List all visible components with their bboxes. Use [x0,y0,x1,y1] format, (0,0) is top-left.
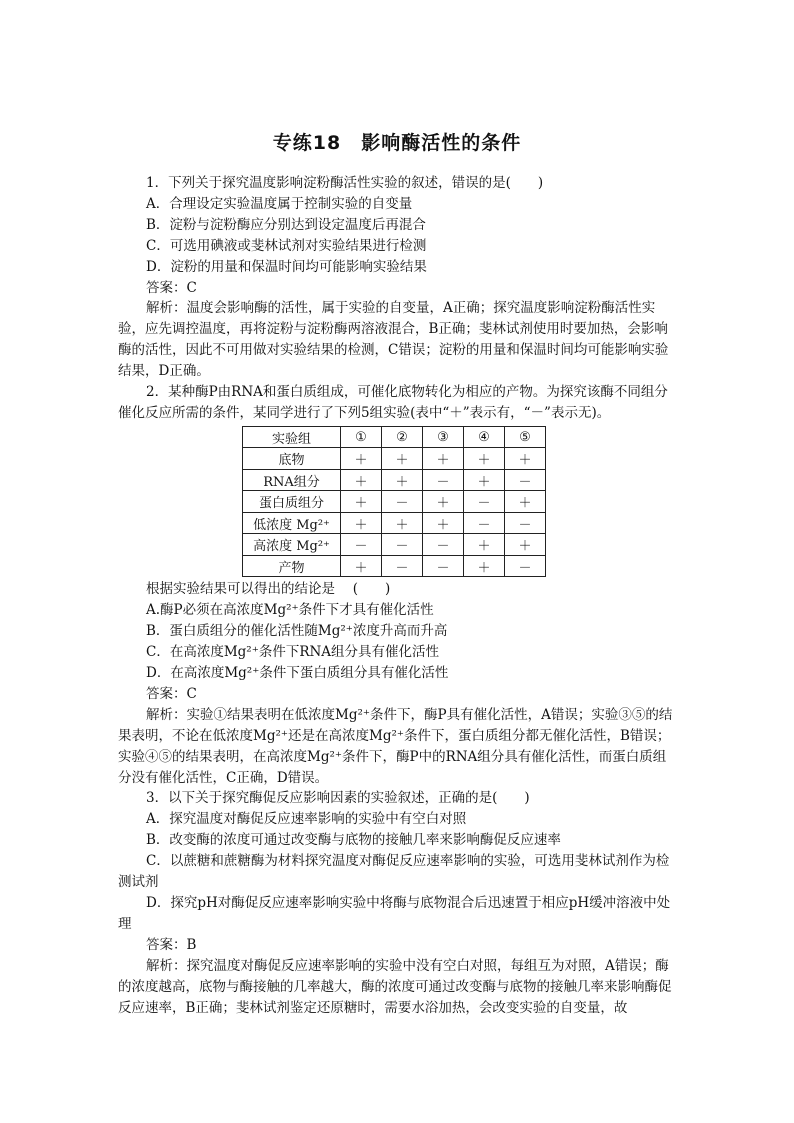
table-cell: － [464,491,505,513]
document-body [118,173,678,1018]
table-cell: － [423,534,464,556]
table-cell: ＋ [341,555,382,577]
table-cell: － [341,534,382,556]
q3-option-d: D．探究pH对酶促反应速率影响实验中将酶与底物混合后迅速置于相应pH缓冲溶液中处理 [118,894,671,932]
q1-option-c: C．可选用碘液或斐林试剂对实验结果进行检测 [146,237,427,254]
q2-option-c: C．在高浓度Mg²⁺条件下RNA组分具有催化活性 [146,644,440,661]
table-cell: ＋ [423,448,464,470]
table-cell: ＋ [382,448,423,470]
table-header-cell: ① [341,426,382,448]
table-header-cell: 实验组 [243,426,341,448]
table-cell: － [505,469,546,491]
q3-stem: 3．以下关于探究酶促反应影响因素的实验叙述，正确的是( ) [146,790,530,807]
experiment-table [242,426,546,578]
table-cell: ＋ [382,469,423,491]
table-cell: ＋ [464,555,505,577]
q1-analysis: 解析：温度会影响酶的活性，属于实验的自变量，A正确；探究温度影响淀粉酶活性实验，应先调控温度，再将淀粉与淀粉酶两溶液混合，B正确；斐林试剂使用时要加热，会影响酶的活性，因此不可用做对实验结果的检测，C错误；淀粉的用量和保温时间均可能影响实验结果，D正确。 [118,300,669,380]
q1-option-d: D．淀粉的用量和保温时间均可能影响实验结果 [146,258,427,275]
q1-answer: 答案：C [146,279,197,296]
table-cell: － [382,555,423,577]
table-cell: ＋ [464,448,505,470]
table-cell: ＋ [341,448,382,470]
table-cell: － [505,555,546,577]
table-cell: ＋ [464,534,505,556]
table-row [243,534,546,556]
table-cell: － [382,534,423,556]
q2-question: 根据实验结果可以得出的结论是 ( ) [146,581,391,598]
table-cell: 底物 [243,448,341,470]
q1-option-a: A．合理设定实验温度属于控制实验的自变量 [146,195,413,212]
table-cell: 高浓度 Mg²⁺ [243,534,341,556]
table-cell: － [423,555,464,577]
table-cell: ＋ [423,512,464,534]
q2-option-b: B．蛋白质组分的催化活性随Mg²⁺浓度升高而升高 [146,623,448,640]
q2-option-a: A.酶P必须在高浓度Mg²⁺条件下才具有催化活性 [146,602,434,619]
q3-option-a: A．探究温度对酶促反应速率影响的实验中有空白对照 [146,811,467,828]
table-cell: 低浓度 Mg²⁺ [243,512,341,534]
table-header-cell: ③ [423,426,464,448]
table-cell: ＋ [505,448,546,470]
table-cell: ＋ [423,491,464,513]
q2-stem: 2．某种酶P由RNA和蛋白质组成，可催化底物转化为相应的产物。为探究该酶不同组分催化反应所需的条件，某同学进行了下列5组实验(表中“＋”表示有，“－”表示无)。 [118,384,668,421]
q3-analysis: 解析：探究温度对酶促反应速率影响的实验中没有空白对照，每组互为对照，A错误；酶的浓度越高，底物与酶接触的几率越大，酶的浓度可通过改变酶与底物的接触几率来影响酶促反应速率，B正确；斐林试剂鉴定还原糖时，需要水浴加热，会改变实验的自变量，故 [118,957,672,1016]
table-header-cell: ② [382,426,423,448]
table-cell: 蛋白质组分 [243,491,341,513]
table-cell: ＋ [341,491,382,513]
table-header-row [243,426,546,448]
table-header-cell: ⑤ [505,426,546,448]
table-cell: ＋ [341,469,382,491]
table-cell: ＋ [341,512,382,534]
table-row [243,469,546,491]
q1-stem: 1．下列关于探究温度影响淀粉酶活性实验的叙述，错误的是( ) [146,175,544,191]
q2-analysis: 解析：实验①结果表明在低浓度Mg²⁺条件下，酶P具有催化活性，A错误；实验③⑤的结果表明，不论在低浓度Mg²⁺还是在高浓度Mg²⁺条件下，蛋白质组分都无催化活性，B错误；实验④⑤的结果表明，在高浓度Mg²⁺条件下，酶P中的RNA组分具有催化活性，而蛋白质组分没有催化活性，C正确，D错误。 [118,706,673,786]
table-cell: ＋ [505,534,546,556]
q3-option-b: B．改变酶的浓度可通过改变酶与底物的接触几率来影响酶促反应速率 [146,832,561,849]
table-cell: － [423,469,464,491]
table-row [243,512,546,534]
table-cell: ＋ [505,491,546,513]
page-title: 专练18 影响酶活性的条件 [272,132,522,154]
q2-answer: 答案：C [146,685,197,702]
table-row [243,448,546,470]
table-cell: ＋ [464,469,505,491]
table-row [243,491,546,513]
table-header-cell: ④ [464,426,505,448]
table-cell: ＋ [382,512,423,534]
q1-option-b: B．淀粉与淀粉酶应分别达到设定温度后再混合 [146,216,426,233]
q3-answer: 答案：B [146,936,197,953]
q2-option-d: D．在高浓度Mg²⁺条件下蛋白质组分具有催化活性 [146,665,449,681]
q3-option-c: C．以蔗糖和蔗糖酶为材料探究温度对酶促反应速率影响的实验，可选用斐林试剂作为检测试剂 [118,853,670,891]
table-cell: － [382,491,423,513]
table-cell: － [464,512,505,534]
table-row [243,555,546,577]
table-cell: RNA组分 [243,469,341,491]
table-cell: 产物 [243,555,341,577]
table-cell: － [505,512,546,534]
